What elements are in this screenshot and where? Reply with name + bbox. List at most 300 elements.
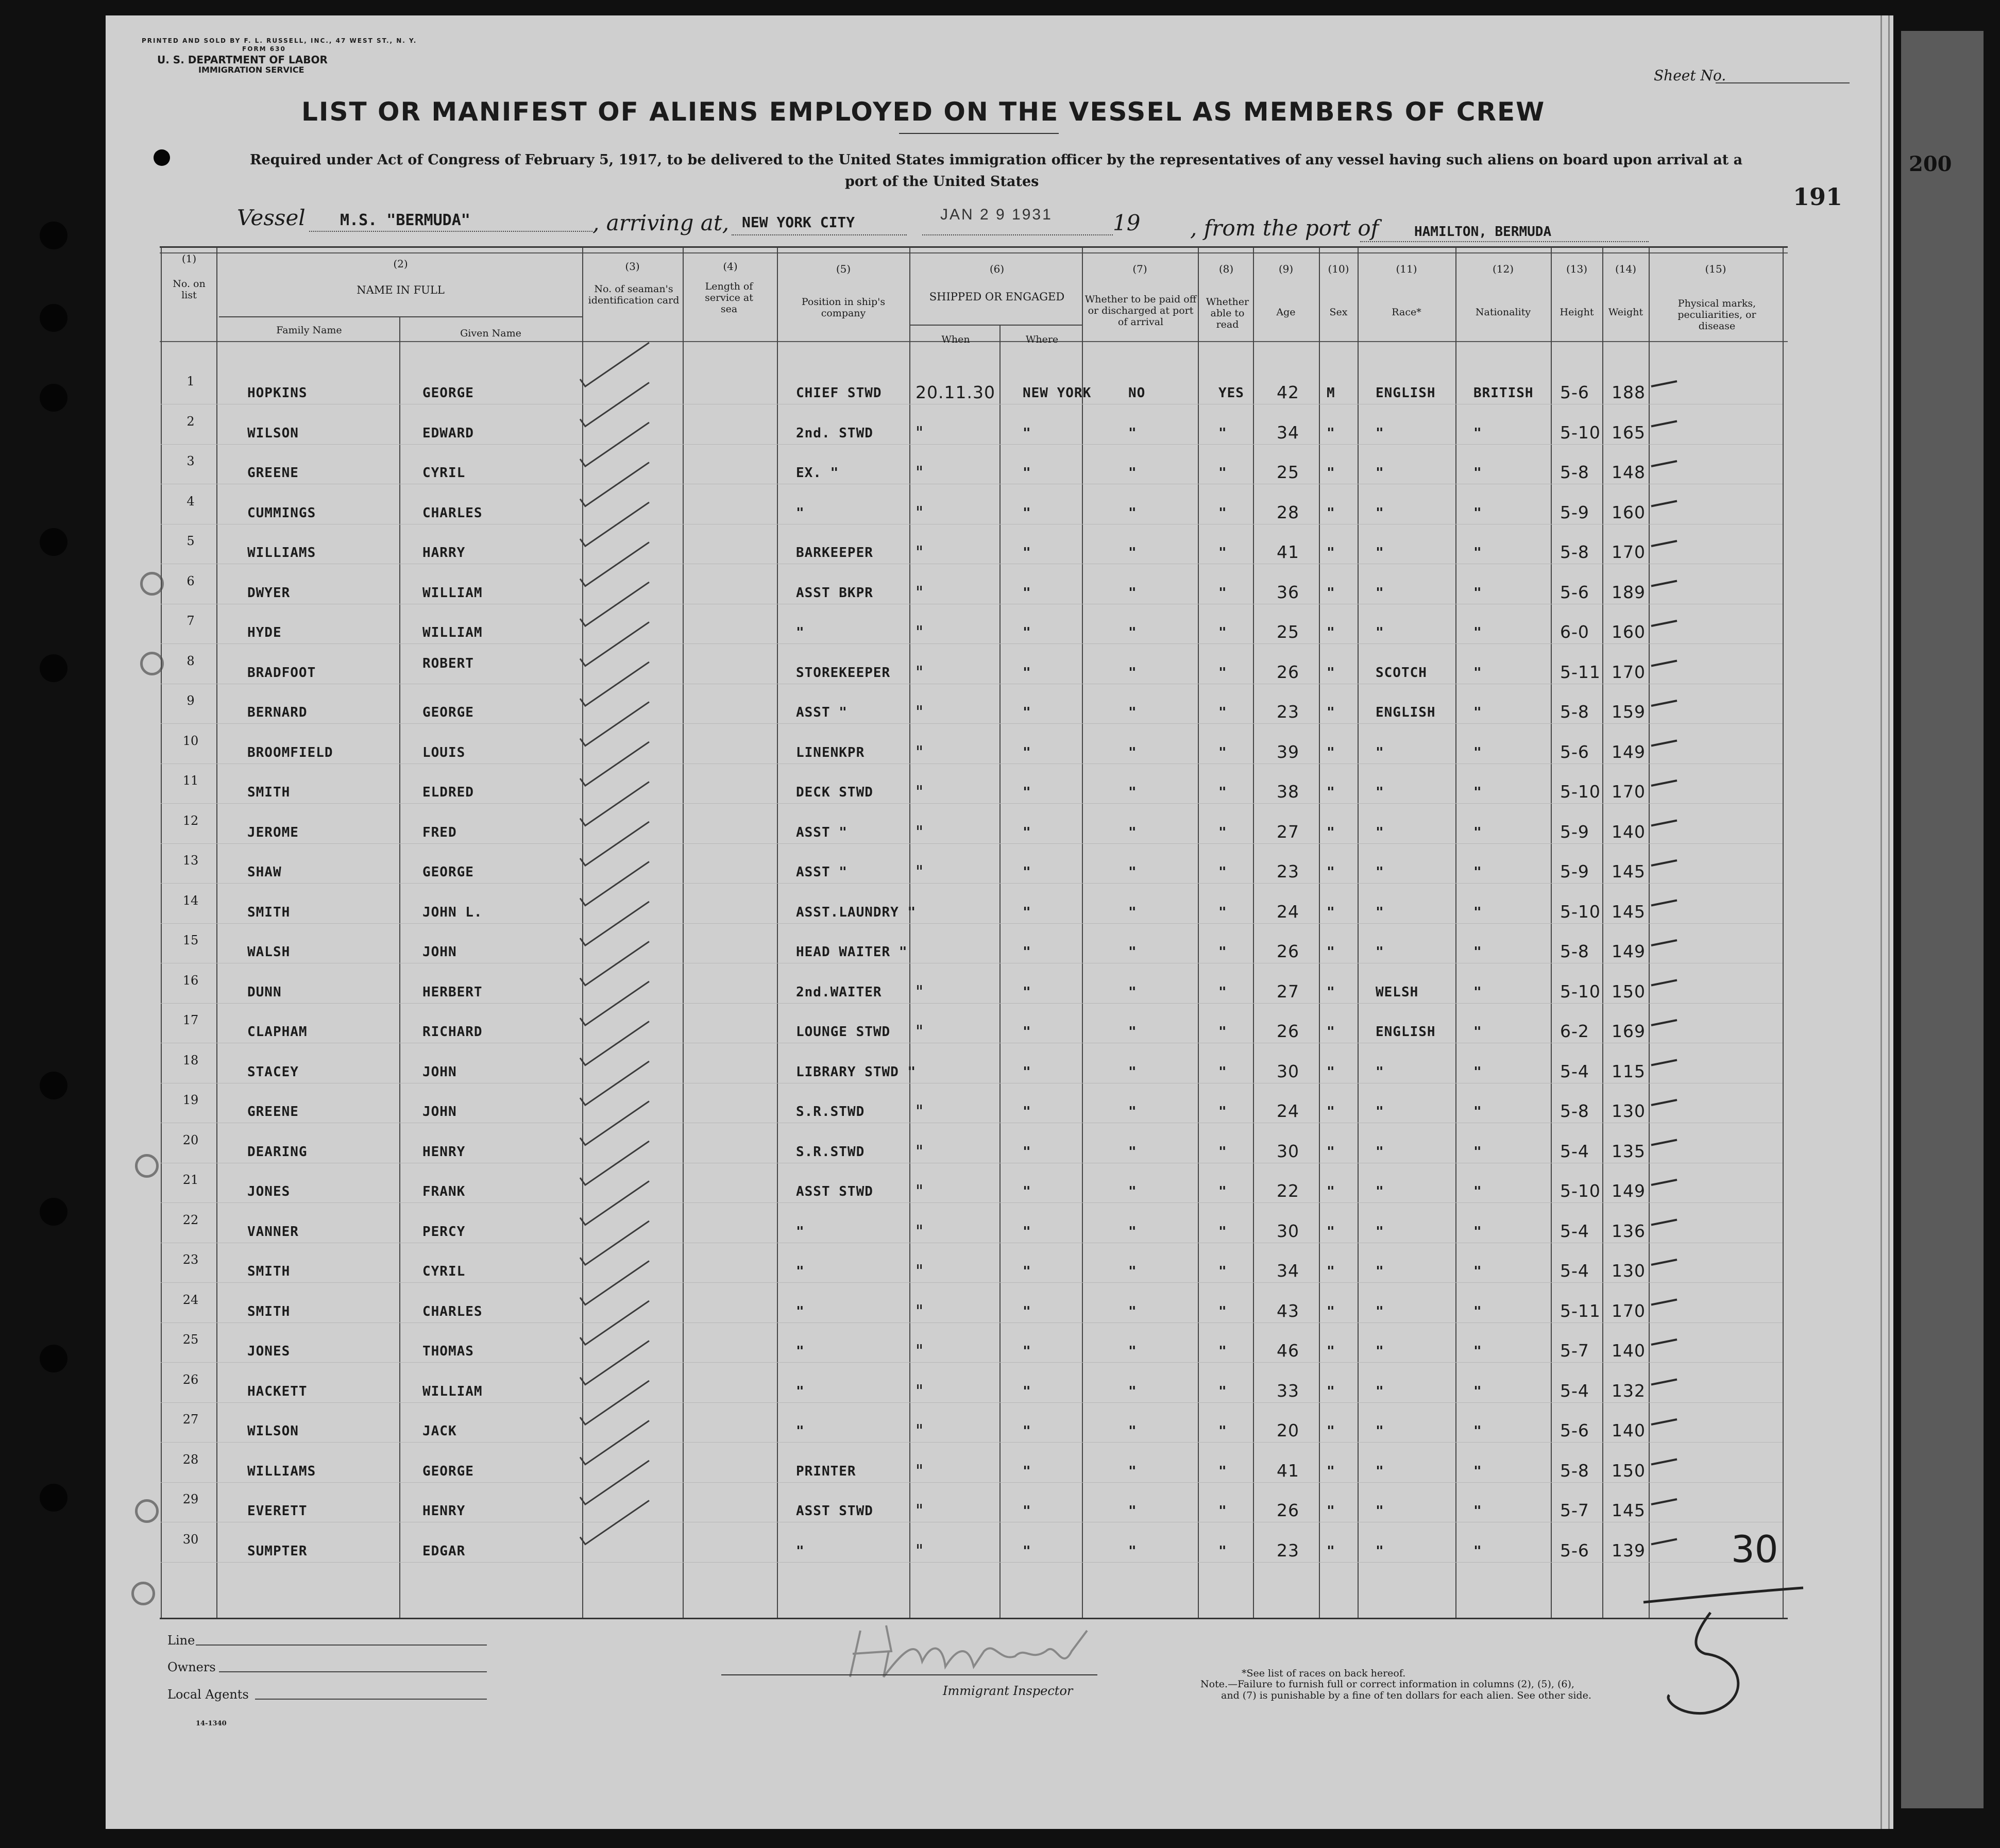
- line-underline: [196, 1644, 487, 1646]
- col14-num: (14): [1615, 263, 1637, 275]
- cell-paid-off: ": [1128, 904, 1137, 920]
- cell-sex: ": [1327, 744, 1335, 760]
- cell-nationality: BRITISH: [1473, 385, 1534, 401]
- cell-weight: 135: [1612, 1141, 1646, 1161]
- col-divider: [909, 247, 910, 1618]
- cell-shipped-where: ": [1023, 1463, 1031, 1479]
- cell-able-to-read: ": [1218, 1383, 1227, 1399]
- cell-shipped-when: ": [916, 1101, 924, 1121]
- cell-given-name: CYRIL: [422, 465, 466, 481]
- col13-label: Height: [1560, 307, 1594, 318]
- cell-sex: ": [1327, 944, 1335, 960]
- col-divider: [1082, 247, 1083, 1618]
- dash-mark: [1651, 701, 1677, 706]
- cell-able-to-read: ": [1218, 1543, 1227, 1559]
- dash-mark: [1651, 821, 1677, 826]
- cell-able-to-read: ": [1218, 1503, 1227, 1519]
- row-rule: [161, 1482, 1783, 1483]
- cell-age: 27: [1277, 981, 1299, 1002]
- col4-num: (4): [723, 260, 738, 273]
- cell-weight: 132: [1612, 1380, 1646, 1401]
- dash-mark: [1651, 980, 1677, 986]
- cell-height: 5-8: [1560, 542, 1589, 562]
- cell-shipped-when: ": [916, 741, 924, 762]
- cell-nationality: ": [1473, 1024, 1482, 1040]
- cell-shipped-where: ": [1023, 1543, 1031, 1559]
- cell-weight: 150: [1612, 1460, 1646, 1481]
- checkmark: [580, 383, 649, 427]
- checkmark: [580, 981, 649, 1025]
- row-number: 18: [182, 1053, 199, 1067]
- cell-shipped-where: ": [1023, 625, 1031, 640]
- cell-race: ": [1376, 1144, 1384, 1160]
- cell-shipped-where: ": [1023, 665, 1031, 681]
- cell-sex: ": [1327, 585, 1335, 601]
- cell-shipped-where: ": [1023, 1503, 1031, 1519]
- row-number: 14: [182, 893, 199, 908]
- cell-family-name: CUMMINGS: [247, 505, 316, 521]
- cell-family-name: WILSON: [247, 1423, 299, 1439]
- cell-shipped-where: ": [1023, 1144, 1031, 1160]
- col12-label: Nationality: [1475, 307, 1531, 318]
- cell-paid-off: ": [1128, 1224, 1137, 1240]
- cell-sex: ": [1327, 1184, 1335, 1199]
- cell-paid-off: ": [1128, 1264, 1137, 1279]
- cell-weight: 170: [1612, 662, 1646, 682]
- row-rule: [161, 1442, 1783, 1443]
- cell-position: ": [796, 505, 805, 521]
- col15-num: (15): [1705, 263, 1726, 275]
- cell-given-name: WILLIAM: [422, 625, 483, 640]
- cell-nationality: ": [1473, 744, 1482, 760]
- dash-mark: [1651, 1140, 1677, 1145]
- cell-family-name: SMITH: [247, 904, 291, 920]
- checkmark: [580, 742, 649, 786]
- dash-mark: [1651, 1499, 1677, 1504]
- binder-hole: [40, 304, 67, 332]
- cell-age: 33: [1277, 1380, 1299, 1401]
- cell-weight: 136: [1612, 1220, 1646, 1241]
- cell-height: 5-4: [1560, 1380, 1589, 1401]
- cell-position: 2nd. STWD: [796, 425, 873, 441]
- cell-weight: 188: [1612, 382, 1646, 402]
- cell-position: HEAD WAITER ": [796, 944, 908, 960]
- cell-given-name: RICHARD: [422, 1024, 483, 1040]
- cell-sex: ": [1327, 824, 1335, 840]
- cell-weight: 160: [1612, 622, 1646, 642]
- cell-family-name: GREENE: [247, 465, 299, 481]
- cell-sex: ": [1327, 904, 1335, 920]
- dash-mark: [1651, 381, 1677, 386]
- cell-shipped-when: ": [916, 1460, 924, 1481]
- dash-mark: [1651, 940, 1677, 945]
- cell-given-name: EDWARD: [422, 425, 474, 441]
- cell-shipped-where: ": [1023, 1423, 1031, 1439]
- cell-nationality: ": [1473, 1463, 1482, 1479]
- row-number: 26: [182, 1372, 199, 1387]
- cell-shipped-when: ": [916, 462, 924, 482]
- cell-nationality: ": [1473, 1543, 1482, 1559]
- cell-able-to-read: ": [1218, 585, 1227, 601]
- cell-height: 5-6: [1560, 382, 1589, 402]
- form-number: FORM 630: [242, 45, 286, 53]
- col9-label: Age: [1276, 307, 1296, 318]
- cell-height: 5-6: [1560, 741, 1589, 762]
- col6-label: SHIPPED OR ENGAGED: [929, 291, 1065, 303]
- page-edge-line: [1880, 15, 1882, 1829]
- cell-shipped-where: ": [1023, 864, 1031, 880]
- cell-age: 25: [1277, 462, 1299, 482]
- cell-shipped-when: 20.11.30: [916, 382, 995, 402]
- cell-height: 5-8: [1560, 1460, 1589, 1481]
- row-number: 8: [187, 653, 195, 668]
- cell-race: ENGLISH: [1376, 1024, 1436, 1040]
- races-note: *See list of races on back hereof.: [1242, 1668, 1406, 1679]
- cell-family-name: HYDE: [247, 625, 282, 640]
- dash-mark: [1651, 1180, 1677, 1185]
- row-number: 3: [187, 454, 195, 468]
- dash-mark: [1651, 1419, 1677, 1425]
- cell-weight: 139: [1612, 1540, 1646, 1561]
- checkmark: [580, 1381, 649, 1425]
- cell-given-name: LOUIS: [422, 744, 466, 760]
- cell-given-name: THOMAS: [422, 1344, 474, 1359]
- cell-nationality: ": [1473, 1184, 1482, 1199]
- row-number: 22: [182, 1212, 199, 1227]
- cell-nationality: ": [1473, 1224, 1482, 1240]
- cell-sex: ": [1327, 984, 1335, 1000]
- cell-paid-off: ": [1128, 1184, 1137, 1199]
- row-rule: [161, 843, 1783, 844]
- cell-race: ": [1376, 904, 1384, 920]
- col8-num: (8): [1218, 263, 1234, 275]
- cell-position: 2nd.WAITER: [796, 984, 882, 1000]
- cell-weight: 189: [1612, 582, 1646, 602]
- cell-able-to-read: ": [1218, 1303, 1227, 1319]
- checkmark: [580, 463, 649, 506]
- cell-weight: 140: [1612, 1420, 1646, 1440]
- cell-nationality: ": [1473, 1344, 1482, 1359]
- dash-mark: [1651, 741, 1677, 746]
- cell-height: 5-10: [1560, 901, 1601, 922]
- cell-nationality: ": [1473, 944, 1482, 960]
- cell-family-name: WILLIAMS: [247, 1463, 316, 1479]
- cell-nationality: ": [1473, 1064, 1482, 1080]
- cell-race: ": [1376, 1344, 1384, 1359]
- shipped-when-header: When: [941, 334, 970, 345]
- cell-able-to-read: ": [1218, 625, 1227, 640]
- cell-family-name: VANNER: [247, 1224, 299, 1240]
- checkmark: [580, 942, 649, 986]
- col15-label: Physical marks, peculiarities, or disease: [1677, 298, 1756, 332]
- cell-position: S.R.STWD: [796, 1144, 865, 1160]
- cell-paid-off: ": [1128, 505, 1137, 521]
- cell-height: 5-4: [1560, 1220, 1589, 1241]
- row-number: 2: [187, 414, 195, 429]
- cell-position: EX. ": [796, 465, 839, 481]
- cell-height: 5-6: [1560, 1420, 1589, 1440]
- cell-shipped-where: ": [1023, 984, 1031, 1000]
- cell-paid-off: ": [1128, 1303, 1137, 1319]
- col-divider: [1253, 247, 1254, 1618]
- shipped-where-header: Where: [1025, 334, 1059, 345]
- cell-age: 34: [1277, 1261, 1299, 1281]
- line-label: Line: [167, 1633, 195, 1648]
- cell-race: ": [1376, 585, 1384, 601]
- row-rule: [161, 643, 1783, 644]
- checkmark: [580, 1061, 649, 1105]
- dash-mark: [1651, 1220, 1677, 1225]
- cell-family-name: WALSH: [247, 944, 291, 960]
- dash-mark: [1651, 541, 1677, 546]
- cell-height: 5-4: [1560, 1261, 1589, 1281]
- checkmark: [580, 1141, 649, 1185]
- cell-height: 6-2: [1560, 1021, 1589, 1041]
- cell-able-to-read: ": [1218, 425, 1227, 441]
- cell-position: S.R.STWD: [796, 1104, 865, 1120]
- row-number: 23: [182, 1252, 199, 1267]
- cell-paid-off: ": [1128, 545, 1137, 561]
- cell-family-name: GREENE: [247, 1104, 299, 1120]
- shipped-subheader-rule: [909, 325, 1082, 326]
- table-top-rule: [160, 246, 1788, 248]
- cell-given-name: HENRY: [422, 1503, 466, 1519]
- ring-mark: [131, 1582, 155, 1605]
- cell-race: ": [1376, 1224, 1384, 1240]
- page-number: 191: [1793, 183, 1843, 211]
- row-number: 6: [187, 573, 195, 588]
- cell-position: ASST STWD: [796, 1184, 873, 1199]
- dash-mark: [1651, 1300, 1677, 1305]
- cell-sex: ": [1327, 1463, 1335, 1479]
- cell-sex: ": [1327, 1423, 1335, 1439]
- cell-given-name: CHARLES: [422, 1303, 483, 1319]
- cell-height: 5-9: [1560, 861, 1589, 881]
- cell-paid-off: ": [1128, 1503, 1137, 1519]
- cell-able-to-read: ": [1218, 1264, 1227, 1279]
- row-number: 25: [182, 1332, 199, 1347]
- col-divider: [1198, 247, 1199, 1618]
- cell-shipped-where: ": [1023, 705, 1031, 720]
- cell-weight: 115: [1612, 1061, 1646, 1081]
- cell-given-name: HENRY: [422, 1144, 466, 1160]
- dash-mark: [1651, 1020, 1677, 1025]
- cell-sex: ": [1327, 1264, 1335, 1279]
- cell-race: ": [1376, 1503, 1384, 1519]
- cell-family-name: DUNN: [247, 984, 282, 1000]
- cell-sex: ": [1327, 625, 1335, 640]
- cell-age: 22: [1277, 1181, 1299, 1201]
- cell-able-to-read: ": [1218, 824, 1227, 840]
- cell-race: ": [1376, 1543, 1384, 1559]
- col11-num: (11): [1396, 263, 1417, 275]
- cell-given-name: CYRIL: [422, 1264, 466, 1279]
- cell-height: 5-8: [1560, 1101, 1589, 1121]
- binder-hole: [40, 1072, 67, 1099]
- cell-age: 28: [1277, 502, 1299, 522]
- cell-shipped-where: ": [1023, 1184, 1031, 1199]
- cell-age: 24: [1277, 1101, 1299, 1121]
- checkmark: [580, 662, 649, 706]
- col-divider: [1551, 247, 1552, 1618]
- identification-checkmarks: [572, 340, 706, 1576]
- col3-label: No. of seaman's identification card: [588, 283, 680, 306]
- handwritten-tally: 30: [1731, 1528, 1778, 1571]
- vessel-label: Vessel: [237, 205, 306, 230]
- vessel-name: M.S. "BERMUDA": [340, 211, 470, 229]
- cell-shipped-where: ": [1023, 944, 1031, 960]
- cell-weight: 140: [1612, 1341, 1646, 1361]
- dash-mark: [1651, 581, 1677, 586]
- cell-paid-off: ": [1128, 425, 1137, 441]
- checkmark: [580, 502, 649, 546]
- cell-given-name: ELDRED: [422, 785, 474, 800]
- cell-height: 5-8: [1560, 941, 1589, 961]
- cell-shipped-where: ": [1023, 904, 1031, 920]
- cell-shipped-where: NEW YORK: [1023, 385, 1092, 401]
- row-number: 13: [182, 853, 199, 868]
- col1-num: (1): [181, 252, 197, 265]
- dash-mark: [1651, 860, 1677, 866]
- cell-nationality: ": [1473, 585, 1482, 601]
- binder-hole: [40, 384, 67, 412]
- subtitle-line1: Required under Act of Congress of February 5, 1917, to be delivered to the United States immigration officer by the representatives of any vessel having such aliens on board upon arrival at a: [250, 152, 1743, 168]
- cell-family-name: BERNARD: [247, 705, 308, 720]
- cell-age: 46: [1277, 1341, 1299, 1361]
- cell-given-name: HARRY: [422, 545, 466, 561]
- cell-able-to-read: ": [1218, 1344, 1227, 1359]
- cell-shipped-when: ": [916, 542, 924, 562]
- family-name-header: Family Name: [276, 325, 342, 336]
- page-title: LIST OR MANIFEST OF ALIENS EMPLOYED ON THE VESSEL AS MEMBERS OF CREW: [301, 97, 1546, 127]
- cell-race: SCOTCH: [1376, 665, 1427, 681]
- cell-paid-off: ": [1128, 1543, 1137, 1559]
- checkmark: [580, 1181, 649, 1225]
- row-number: 21: [182, 1173, 199, 1187]
- dash-mark: [1651, 661, 1677, 666]
- cell-nationality: ": [1473, 1383, 1482, 1399]
- dash-mark: [1651, 1539, 1677, 1545]
- year-label: 19: [1113, 210, 1141, 235]
- cell-nationality: ": [1473, 1303, 1482, 1319]
- dash-mark: [1651, 1260, 1677, 1265]
- cell-position: ASST.LAUNDRY ": [796, 904, 917, 920]
- from-underline: [1360, 241, 1649, 242]
- cell-sex: ": [1327, 465, 1335, 481]
- cell-shipped-when: ": [916, 782, 924, 802]
- col-divider: [999, 325, 1001, 1618]
- cell-age: 43: [1277, 1300, 1299, 1321]
- row-number: 7: [187, 614, 195, 628]
- cell-position: ": [796, 1224, 805, 1240]
- cell-nationality: ": [1473, 785, 1482, 800]
- cell-shipped-when: ": [916, 821, 924, 842]
- date-underline: [922, 234, 1113, 235]
- cell-height: 5-4: [1560, 1061, 1589, 1081]
- cell-weight: 140: [1612, 821, 1646, 842]
- row-number: 28: [182, 1452, 199, 1467]
- binder-hole: [40, 1484, 67, 1512]
- cell-sex: ": [1327, 1303, 1335, 1319]
- cell-able-to-read: ": [1218, 1144, 1227, 1160]
- col2-num: (2): [393, 258, 408, 270]
- cell-shipped-when: ": [916, 502, 924, 522]
- department: U. S. DEPARTMENT OF LABOR: [157, 54, 328, 66]
- cell-given-name: GEORGE: [422, 705, 474, 720]
- col9-num: (9): [1278, 263, 1294, 275]
- row-number: 9: [187, 693, 195, 708]
- col11-label: Race*: [1392, 307, 1421, 318]
- dash-mark: [1651, 1380, 1677, 1385]
- cell-given-name: JOHN: [422, 1104, 457, 1120]
- cell-paid-off: ": [1128, 705, 1137, 720]
- row-rule: [161, 444, 1783, 445]
- row-rule: [161, 1202, 1783, 1203]
- binder-hole: [40, 1198, 67, 1226]
- cell-age: 41: [1277, 542, 1299, 562]
- dash-mark: [1651, 901, 1677, 906]
- checkmark: [580, 822, 649, 866]
- cell-sex: M: [1327, 385, 1335, 401]
- row-rule: [161, 803, 1783, 804]
- cell-height: 5-10: [1560, 782, 1601, 802]
- cell-given-name: HERBERT: [422, 984, 483, 1000]
- cell-family-name: HOPKINS: [247, 385, 308, 401]
- handwritten-bottom-mark: [1656, 1589, 1657, 1590]
- col10-label: Sex: [1329, 307, 1348, 318]
- cell-family-name: SUMPTER: [247, 1543, 308, 1559]
- col7-num: (7): [1132, 263, 1147, 275]
- cell-able-to-read: ": [1218, 864, 1227, 880]
- ring-mark: [135, 1499, 159, 1523]
- cell-position: ASST STWD: [796, 1503, 873, 1519]
- cell-able-to-read: ": [1218, 1463, 1227, 1479]
- cell-shipped-where: ": [1023, 1383, 1031, 1399]
- inspector-signature-line: [721, 1674, 1097, 1675]
- col-divider: [216, 247, 217, 1618]
- cell-race: ": [1376, 1104, 1384, 1120]
- cell-nationality: ": [1473, 1423, 1482, 1439]
- cell-shipped-when: ": [916, 1300, 924, 1321]
- col13-num: (13): [1566, 263, 1588, 275]
- cell-given-name: JOHN: [422, 944, 457, 960]
- cell-age: 26: [1277, 662, 1299, 682]
- cell-able-to-read: ": [1218, 984, 1227, 1000]
- dash-mark: [1651, 1100, 1677, 1105]
- cell-weight: 130: [1612, 1101, 1646, 1121]
- cell-race: ": [1376, 625, 1384, 640]
- col-divider: [399, 316, 400, 1618]
- strip-number: 200: [1909, 152, 1952, 176]
- cell-able-to-read: ": [1218, 1184, 1227, 1199]
- cell-position: STOREKEEPER: [796, 665, 891, 681]
- cell-nationality: ": [1473, 665, 1482, 681]
- cell-family-name: SHAW: [247, 864, 282, 880]
- cell-position: PRINTER: [796, 1463, 856, 1479]
- cell-weight: 149: [1612, 741, 1646, 762]
- cell-nationality: ": [1473, 505, 1482, 521]
- cell-weight: 130: [1612, 1261, 1646, 1281]
- cell-sex: ": [1327, 1503, 1335, 1519]
- cell-position: ": [796, 1423, 805, 1439]
- sheet-label: Sheet No.: [1654, 67, 1726, 84]
- cell-age: 27: [1277, 821, 1299, 842]
- cell-shipped-where: ": [1023, 1024, 1031, 1040]
- cell-height: 5-9: [1560, 821, 1589, 842]
- cell-sex: ": [1327, 1224, 1335, 1240]
- row-rule: [161, 1282, 1783, 1283]
- cell-age: 39: [1277, 741, 1299, 762]
